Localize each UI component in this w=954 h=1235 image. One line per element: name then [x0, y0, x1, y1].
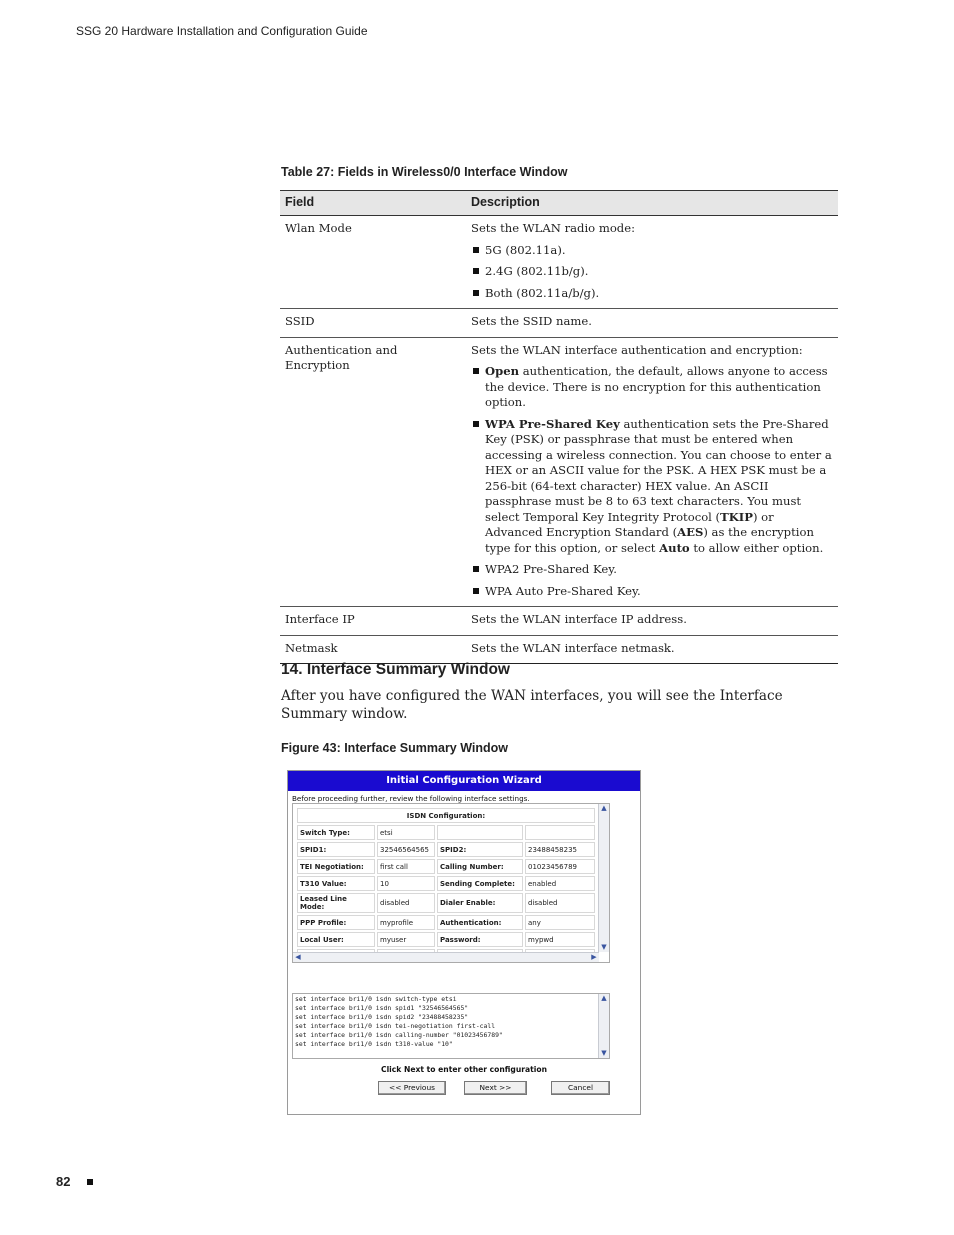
- isdn-horizontal-scrollbar[interactable]: [293, 952, 599, 962]
- setting-value: 23488458235: [525, 842, 595, 857]
- list-item: WPA Auto Pre-Shared Key.: [471, 584, 833, 600]
- setting-label: Dialer Enable:: [437, 893, 523, 913]
- cli-command-line: set interface bri1/0 isdn switch-type etsi: [295, 995, 457, 1003]
- setting-value: [525, 825, 595, 840]
- setting-label: SPID1:: [297, 842, 375, 857]
- setting-label: TEI Negotiation:: [297, 859, 375, 874]
- table-row: [280, 607, 838, 636]
- column-header-field: Field: [280, 191, 466, 216]
- table-row: [297, 893, 595, 913]
- setting-label: Switch Type:: [297, 825, 375, 840]
- setting-label: SPID2:: [437, 842, 523, 857]
- description-cell: Sets the SSID name.: [466, 309, 838, 338]
- table-header-row: [280, 191, 838, 216]
- scroll-up-arrow-icon[interactable]: ▲: [601, 994, 607, 1002]
- field-cell: Netmask: [280, 635, 466, 664]
- running-header: SSG 20 Hardware Installation and Configuration Guide: [76, 24, 368, 38]
- scroll-up-arrow-icon[interactable]: ▲: [601, 804, 607, 812]
- list-item: Both (802.11a/b/g).: [471, 286, 833, 302]
- table-row: [297, 876, 595, 891]
- bold-term: Auto: [659, 540, 690, 555]
- setting-label: Leased Line Mode:: [297, 893, 375, 913]
- scroll-down-arrow-icon[interactable]: ▼: [601, 943, 607, 951]
- section-heading: 14. Interface Summary Window: [281, 661, 510, 678]
- bold-term: TKIP: [720, 509, 753, 524]
- setting-label: [437, 825, 523, 840]
- cli-command-line: set interface bri1/0 isdn calling-number "01023456789": [295, 1030, 503, 1039]
- item-text: authentication sets the Pre-Shared Key (PSK) or passphrase that must be entered when accessing a wireless connection. You can choose to enter a HEX or an ASCII value for the PSK. A HEX PSK must be a 256-bit (64-text character) HEX value. An ASCII passphrase must be 8 to 63 text characters. You must select Temporal Key Integrity Protocol (: [485, 416, 832, 524]
- fields-table: [280, 190, 838, 664]
- description-cell: [466, 216, 838, 309]
- table-row: [297, 825, 595, 840]
- list-item: 5G (802.11a).: [471, 243, 833, 259]
- table-row: [280, 337, 838, 607]
- bold-term: Open: [485, 364, 520, 378]
- setting-value: first call: [377, 859, 435, 874]
- setting-label: Sending Complete:: [437, 876, 523, 891]
- item-text: to allow either option.: [689, 540, 824, 555]
- setting-value: 01023456789: [525, 859, 595, 874]
- list-item: WPA2 Pre-Shared Key.: [471, 562, 833, 578]
- isdn-vertical-scrollbar[interactable]: [598, 804, 609, 952]
- setting-value: myprofile: [377, 915, 435, 930]
- bullet-list: [471, 243, 833, 302]
- interface-summary-screenshot: [287, 770, 641, 1115]
- setting-value: enabled: [525, 876, 595, 891]
- field-cell: Interface IP: [280, 607, 466, 636]
- setting-value: disabled: [377, 893, 435, 913]
- bold-term: AES: [677, 525, 704, 539]
- table-row: [297, 842, 595, 857]
- cli-command-line: set interface bri1/0 isdn t310-value "10": [295, 1039, 453, 1048]
- previous-button[interactable]: << Previous: [378, 1081, 446, 1095]
- scroll-right-arrow-icon[interactable]: ▶: [591, 953, 597, 961]
- item-text: authentication, the default, allows anyone to access the device. There is no encryption for this authentication option.: [485, 364, 828, 409]
- scroll-down-arrow-icon[interactable]: ▼: [601, 1049, 607, 1057]
- setting-value: etsi: [377, 825, 435, 840]
- item-text: ) as the encryption type for this option, or select: [485, 525, 814, 555]
- cli-command-list: [295, 995, 503, 1048]
- setting-value: mypwd: [525, 932, 595, 947]
- setting-label: PPP Profile:: [297, 915, 375, 930]
- isdn-config-table: [295, 806, 597, 963]
- table-row: [297, 859, 595, 874]
- item-text: ) or Advanced Encryption Standard (: [485, 509, 774, 539]
- setting-label: Calling Number:: [437, 859, 523, 874]
- page-number: 82: [56, 1174, 71, 1189]
- isdn-header: ISDN Configuration:: [297, 808, 595, 823]
- description-cell: [466, 337, 838, 607]
- cli-vertical-scrollbar[interactable]: [598, 994, 609, 1058]
- table-row: [297, 932, 595, 947]
- setting-value: any: [525, 915, 595, 930]
- field-cell: Wlan Mode: [280, 216, 466, 309]
- description-text: Sets the WLAN radio mode:: [471, 221, 635, 235]
- description-cell: Sets the WLAN interface IP address.: [466, 607, 838, 636]
- bold-term: WPA Pre-Shared Key: [485, 416, 620, 431]
- bullet-square-icon: [87, 1179, 93, 1185]
- list-item: [471, 364, 833, 411]
- table-row: [280, 216, 838, 309]
- table-row: [297, 915, 595, 930]
- setting-value: 10: [377, 876, 435, 891]
- cli-command-line: set interface bri1/0 isdn spid2 "23488458235": [295, 1012, 469, 1021]
- setting-label: T310 Value:: [297, 876, 375, 891]
- setting-value: disabled: [525, 893, 595, 913]
- column-header-description: Description: [466, 191, 838, 216]
- description-cell: Sets the WLAN interface netmask.: [466, 635, 838, 664]
- table-caption: Table 27: Fields in Wireless0/0 Interface Window: [281, 165, 568, 179]
- next-button[interactable]: Next >>: [464, 1081, 527, 1095]
- cli-command-line: set interface bri1/0 isdn tei-negotiation first-call: [295, 1021, 496, 1030]
- figure-caption: Figure 43: Interface Summary Window: [281, 741, 509, 755]
- scroll-left-arrow-icon[interactable]: ◀: [295, 953, 301, 961]
- description-text: Sets the WLAN interface authentication and encryption:: [471, 342, 803, 357]
- wizard-prompt: Click Next to enter other configuration: [381, 1065, 547, 1074]
- field-cell: Authentication and Encryption: [280, 337, 466, 607]
- isdn-summary-panel[interactable]: [292, 803, 610, 963]
- setting-value: 32546564565: [377, 842, 435, 857]
- setting-value: myuser: [377, 932, 435, 947]
- table-row: [280, 309, 838, 338]
- setting-label: Authentication:: [437, 915, 523, 930]
- body-paragraph: After you have configured the WAN interfaces, you will see the Interface Summary window.: [281, 688, 783, 722]
- wizard-title-bar: Initial Configuration Wizard: [288, 771, 640, 791]
- field-cell: SSID: [280, 309, 466, 338]
- list-item: 2.4G (802.11b/g).: [471, 264, 833, 280]
- table-row: [280, 635, 838, 664]
- setting-label: Password:: [437, 932, 523, 947]
- bullet-list: [471, 364, 833, 599]
- cli-command-line: set interface bri1/0 isdn spid1 "32546564565": [295, 1003, 469, 1012]
- setting-label: Local User:: [297, 932, 375, 947]
- list-item: [471, 417, 833, 557]
- wizard-instruction: Before proceeding further, review the following interface settings.: [292, 794, 530, 803]
- cancel-button[interactable]: Cancel: [551, 1081, 610, 1095]
- cli-commands-textarea[interactable]: [292, 993, 610, 1059]
- table-row: [297, 808, 595, 823]
